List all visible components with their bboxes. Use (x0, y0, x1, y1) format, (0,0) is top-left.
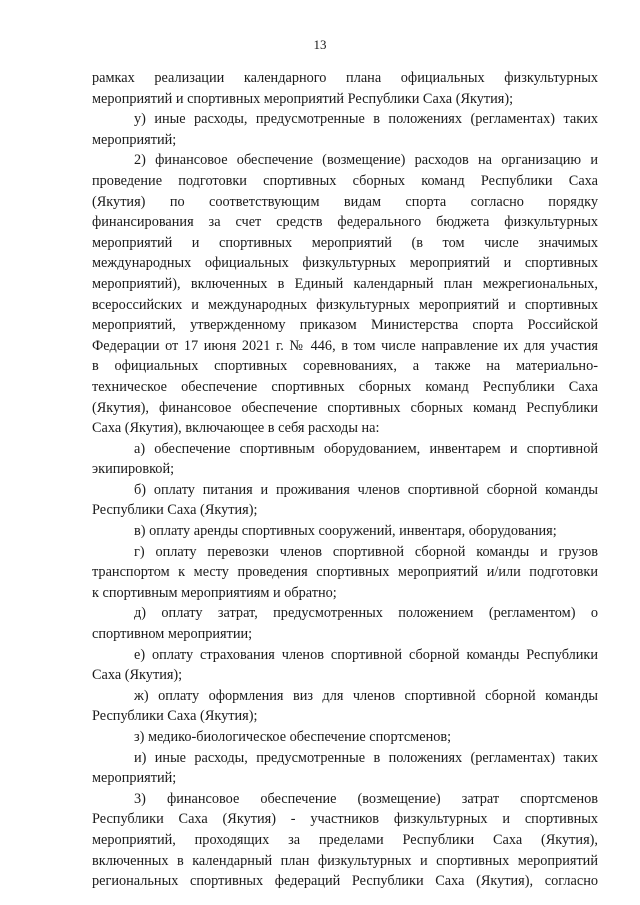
text-line: к спортивным мероприятиям и обратно; (92, 584, 337, 601)
text-line: Федерации от 17 июня 2021 г. № 446, в том числе направление их для участия (92, 337, 598, 354)
text-line: мероприятий, утвержденному приказом Министерства спорта Российской (92, 317, 598, 334)
text-line: спортивном мероприятии; (92, 626, 253, 643)
text-line: Республики Саха (Якутия); (92, 502, 258, 519)
text-line: (Якутия) по соответствующим видам спорта согласно порядку (92, 193, 598, 210)
text-line: транспортом к месту проведения спортивных мероприятий и/или подготовки (92, 564, 598, 581)
text-line: мероприятий, проходящих за пределами Республики Саха (Якутия), (92, 831, 598, 848)
text-line: у) иные расходы, предусмотренные в положениях (регламентах) таких (134, 111, 598, 128)
text-line: и) иные расходы, предусмотренные в положениях (регламентах) таких (134, 749, 598, 766)
text-line: финансирования за счет средств федерального бюджета физкультурных (92, 214, 598, 231)
text-line: мероприятий; (92, 131, 177, 148)
text-line: Республики Саха (Якутия) - участников физкультурных и спортивных (92, 811, 598, 828)
text-line: ж) оплату оформления виз для членов спортивной сборной команды (134, 687, 598, 704)
document-body (92, 68, 598, 892)
text-line: экипировкой; (92, 461, 175, 478)
text-line: международных официальных физкультурных мероприятий и спортивных (92, 255, 598, 272)
text-line: мероприятий и спортивных мероприятий Республики Саха (Якутия); (92, 90, 514, 107)
text-line: 2) финансовое обеспечение (возмещение) расходов на организацию и (134, 152, 598, 169)
text-line: а) обеспечение спортивным оборудованием, инвентарем и спортивной (134, 440, 598, 457)
text-line: (Якутия), финансовое обеспечение спортивных сборных команд Республики (92, 399, 598, 416)
text-line: рамках реализации календарного плана официальных физкультурных (92, 70, 598, 86)
text-line: Саха (Якутия), включающее в себя расходы на: (92, 420, 380, 437)
text-line: включенных в календарный план физкультурных и спортивных мероприятий (92, 852, 598, 869)
text-line: е) оплату страхования членов спортивной сборной команды Республики (134, 646, 598, 663)
text-line: г) оплату перевозки членов спортивной сборной команды и грузов (134, 543, 598, 560)
text-line: Саха (Якутия); (92, 667, 183, 684)
page-number: 13 (313, 37, 327, 52)
text-line: в официальных спортивных соревнованиях, а также на материально- (92, 358, 598, 375)
text-line: в) оплату аренды спортивных сооружений, инвентаря, оборудования; (134, 523, 557, 540)
text-line: д) оплату затрат, предусмотренных положением (регламентом) о (134, 605, 598, 622)
text-line: 3) финансовое обеспечение (возмещение) затрат спортсменов (134, 790, 598, 807)
text-line: мероприятий; (92, 770, 177, 787)
text-line: мероприятий и спортивных мероприятий (в том числе значимых (92, 234, 598, 251)
text-line: всероссийских и международных физкультурных мероприятий и спортивных (92, 296, 598, 313)
text-line: мероприятий), включенных в Единый календарный план межрегиональных, (92, 275, 598, 292)
text-line: з) медико-биологическое обеспечение спортсменов; (134, 729, 452, 745)
text-line: б) оплату питания и проживания членов спортивной сборной команды (134, 481, 598, 498)
text-line: Республики Саха (Якутия); (92, 708, 258, 725)
text-line: проведение подготовки спортивных сборных команд Республики Саха (92, 172, 598, 189)
text-line: техническое обеспечение спортивных сборных команд Республики Саха (92, 378, 598, 395)
text-line: региональных спортивных федераций Республики Саха (Якутия), согласно (92, 873, 598, 890)
